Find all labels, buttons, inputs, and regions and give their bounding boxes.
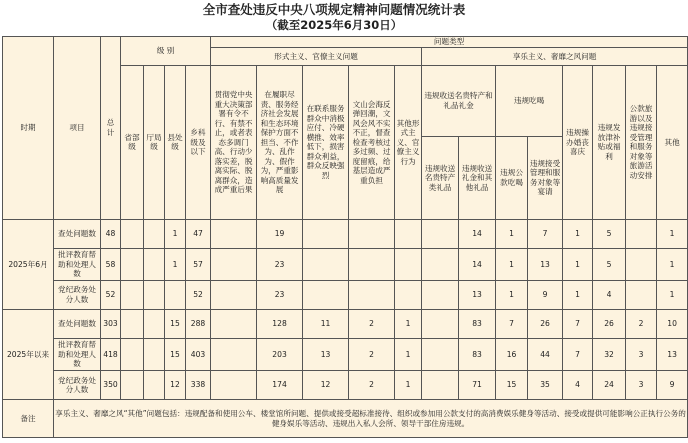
level-cell: 47 [186, 219, 211, 248]
formalism-cell: 2 [349, 339, 395, 371]
dining-cell: 7 [528, 219, 563, 248]
hedonism-cell: 26 [593, 310, 626, 339]
period-header: 时期 [3, 37, 54, 220]
formalism-cell [211, 371, 257, 400]
formalism-col-1: 贯彻党中央重大决策部署有令不行、有禁不止，或者表态多调门高、行动少落实差，脱离实际、脱离群众，造成严重后果 [211, 65, 257, 219]
header-row-1 [3, 37, 688, 48]
note-label: 备注 [3, 400, 54, 438]
table-subtitle: （截至2025年6月30日） [265, 18, 403, 32]
gifts-group-header: 违规收送名贵特产和礼品礼金 [422, 65, 496, 136]
gifts-cell: 13 [459, 280, 496, 309]
level-cell [121, 339, 144, 371]
period-cell: 2025年以来 [3, 310, 54, 400]
hedonism-cell: 5 [593, 249, 626, 281]
formalism-cell [211, 249, 257, 281]
formalism-cell: 174 [257, 371, 303, 400]
hedonism-cell: 1 [563, 280, 593, 309]
dining-col-public: 违规公款吃喝 [496, 136, 528, 219]
gifts-cell [422, 371, 459, 400]
hedonism-cell: 7 [563, 310, 593, 339]
dining-cell: 35 [528, 371, 563, 400]
note-text: 享乐主义、奢靡之风“其他”问题包括：违规配备和使用公车、楼堂馆所问题、提供或接受超标准接待、组织或参加用公款支付的高消费娱乐健身等活动、接受或提供可能影响公正执行公务的健身娱乐等活动、违规出入私人会所、领导干部住房违规。 [54, 400, 688, 438]
formalism-group-header: 形式主义、官僚主义问题 [211, 48, 422, 65]
hedonism-col-other: 其他 [657, 65, 688, 219]
hedonism-cell: 7 [563, 339, 593, 371]
hedonism-cell: 3 [626, 371, 657, 400]
level-cell [165, 280, 186, 309]
level-cell [121, 249, 144, 281]
formalism-col-5: 其他形式主义、官僚主义行为 [395, 65, 422, 219]
hedonism-cell [626, 219, 657, 248]
formalism-cell [303, 280, 349, 309]
dining-cell: 1 [496, 249, 528, 281]
total-cell: 303 [101, 310, 121, 339]
hedonism-cell [626, 249, 657, 281]
dining-group-header: 违规吃喝 [496, 65, 563, 136]
item-cell: 党纪政务处分人数 [54, 371, 101, 400]
gifts-cell: 71 [459, 371, 496, 400]
level-cell: 52 [186, 280, 211, 309]
level-header-bureau: 厅局级 [144, 65, 165, 219]
table-row [3, 339, 688, 371]
statistics-table [2, 36, 688, 438]
level-cell: 403 [186, 339, 211, 371]
hedonism-cell: 2 [626, 310, 657, 339]
level-cell: 1 [165, 219, 186, 248]
item-header: 项目 [54, 37, 101, 220]
level-cell [144, 310, 165, 339]
formalism-cell: 203 [257, 339, 303, 371]
gifts-cell: 83 [459, 310, 496, 339]
hedonism-col-subsidies: 违规发放津补贴或福利 [593, 65, 626, 219]
formalism-cell [303, 219, 349, 248]
table-row [3, 280, 688, 309]
gifts-cell: 14 [459, 219, 496, 248]
dining-cell: 7 [496, 310, 528, 339]
level-cell: 15 [165, 310, 186, 339]
formalism-col-2: 在履职尽责、服务经济社会发展和生态环境保护方面不担当、不作为、乱作为、假作为，严重影响高质量发展 [257, 65, 303, 219]
formalism-cell: 1 [395, 371, 422, 400]
formalism-cell [395, 219, 422, 248]
hedonism-group-header: 享乐主义、奢靡之风问题 [422, 48, 688, 65]
gifts-cell: 83 [459, 339, 496, 371]
formalism-cell [349, 249, 395, 281]
dining-cell: 9 [528, 280, 563, 309]
level-header-provincial: 省部级 [121, 65, 144, 219]
dining-cell: 44 [528, 339, 563, 371]
item-cell: 党纪政务处分人数 [54, 280, 101, 309]
formalism-cell [349, 219, 395, 248]
hedonism-col-travel: 公款旅游以及违规接受管理和服务对象等旅游活动安排 [626, 65, 657, 219]
hedonism-cell: 5 [593, 219, 626, 248]
table-row [3, 249, 688, 281]
table-title: 全市查处违反中央八项规定精神问题情况统计表 [202, 2, 466, 17]
hedonism-cell: 1 [657, 249, 688, 281]
formalism-cell [211, 280, 257, 309]
gifts-col-specialty: 违规收送名贵特产类礼品 [422, 136, 459, 219]
formalism-cell: 2 [349, 310, 395, 339]
formalism-cell: 13 [303, 339, 349, 371]
formalism-cell: 2 [349, 371, 395, 400]
level-header-county: 县处级 [165, 65, 186, 219]
hedonism-cell: 13 [657, 339, 688, 371]
formalism-cell: 1 [395, 339, 422, 371]
formalism-cell: 19 [257, 219, 303, 248]
level-cell [121, 280, 144, 309]
item-cell: 查处问题数 [54, 219, 101, 248]
problem-type-header: 问题类型 [211, 37, 688, 48]
formalism-cell: 12 [303, 371, 349, 400]
formalism-cell: 11 [303, 310, 349, 339]
total-cell: 350 [101, 371, 121, 400]
formalism-col-3: 在联系服务群众中消极应付、冷硬横推、效率低下，损害群众利益，群众反映强烈 [303, 65, 349, 219]
level-cell [121, 219, 144, 248]
dining-cell: 1 [496, 280, 528, 309]
level-cell [144, 339, 165, 371]
formalism-cell: 128 [257, 310, 303, 339]
gifts-cell: 14 [459, 249, 496, 281]
level-cell [121, 371, 144, 400]
gifts-cell [422, 310, 459, 339]
hedonism-cell: 1 [657, 219, 688, 248]
dining-col-banquet: 违规接受管理和服务对象等宴请 [528, 136, 563, 219]
level-cell [121, 310, 144, 339]
level-cell [144, 219, 165, 248]
hedonism-cell: 1 [657, 280, 688, 309]
hedonism-cell: 32 [593, 339, 626, 371]
formalism-cell: 23 [257, 249, 303, 281]
formalism-cell [211, 219, 257, 248]
dining-cell: 13 [528, 249, 563, 281]
total-header: 总 计 [101, 37, 121, 220]
gifts-cell [422, 339, 459, 371]
notes-row [3, 400, 688, 438]
item-cell: 查处问题数 [54, 310, 101, 339]
hedonism-cell: 4 [593, 280, 626, 309]
level-group-header: 级 别 [121, 37, 211, 66]
hedonism-cell: 24 [593, 371, 626, 400]
formalism-cell [395, 280, 422, 309]
table-row [3, 310, 688, 339]
hedonism-col-weddings: 违规操办婚丧喜庆 [563, 65, 593, 219]
item-cell: 批评教育帮助和处理人数 [54, 249, 101, 281]
hedonism-cell: 4 [563, 371, 593, 400]
formalism-cell [349, 280, 395, 309]
formalism-col-4: 文山会海反弹回潮，文风会风不实不正，督查检查考核过多过频、过度留痕，给基层造成严重负担 [349, 65, 395, 219]
hedonism-cell: 3 [626, 339, 657, 371]
gifts-col-cash: 违规收送礼金和其他礼品 [459, 136, 496, 219]
hedonism-cell [626, 280, 657, 309]
formalism-cell [211, 339, 257, 371]
item-cell: 批评教育帮助和处理人数 [54, 339, 101, 371]
total-cell: 58 [101, 249, 121, 281]
table-row [3, 371, 688, 400]
formalism-cell [395, 249, 422, 281]
hedonism-cell: 9 [657, 371, 688, 400]
period-cell: 2025年6月 [3, 219, 54, 309]
total-cell: 48 [101, 219, 121, 248]
hedonism-cell: 1 [563, 249, 593, 281]
dining-cell: 15 [496, 371, 528, 400]
formalism-cell [211, 310, 257, 339]
total-cell: 418 [101, 339, 121, 371]
level-cell: 338 [186, 371, 211, 400]
level-cell: 288 [186, 310, 211, 339]
dining-cell: 26 [528, 310, 563, 339]
level-cell: 57 [186, 249, 211, 281]
level-cell [144, 280, 165, 309]
hedonism-cell: 10 [657, 310, 688, 339]
formalism-cell: 1 [395, 310, 422, 339]
level-cell [144, 371, 165, 400]
hedonism-cell: 1 [563, 219, 593, 248]
level-cell: 12 [165, 371, 186, 400]
gifts-cell [422, 249, 459, 281]
level-header-township: 乡科级及以下 [186, 65, 211, 219]
level-cell: 1 [165, 249, 186, 281]
formalism-cell [303, 249, 349, 281]
gifts-cell [422, 280, 459, 309]
total-cell: 52 [101, 280, 121, 309]
gifts-cell [422, 219, 459, 248]
level-cell [144, 249, 165, 281]
level-cell: 15 [165, 339, 186, 371]
dining-cell: 1 [496, 219, 528, 248]
dining-cell: 16 [496, 339, 528, 371]
table-row [3, 219, 688, 248]
formalism-cell: 23 [257, 280, 303, 309]
